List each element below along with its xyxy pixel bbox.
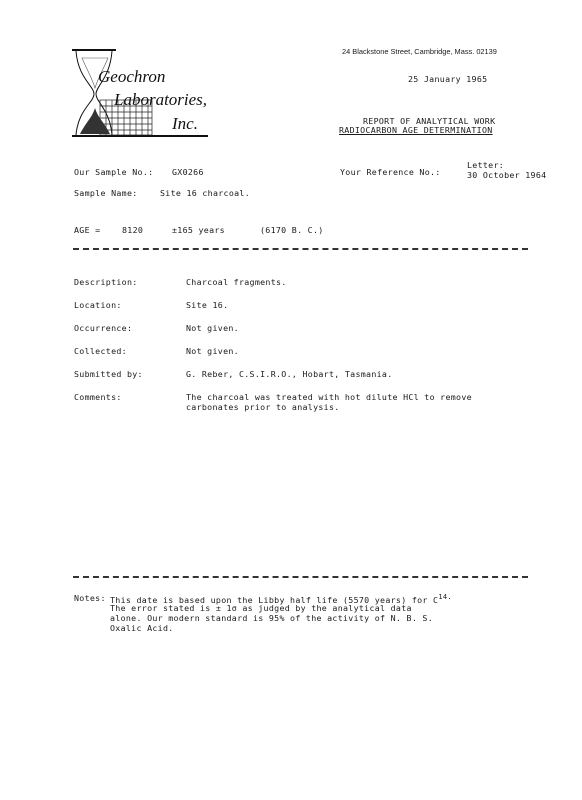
report-date: 25 January 1965 <box>408 74 488 84</box>
reference-line2: 30 October 1964 <box>467 170 547 180</box>
description-value: Charcoal fragments. <box>186 277 287 287</box>
sample-number-value: GX0266 <box>172 167 204 177</box>
location-label: Location: <box>74 300 122 310</box>
notes-superscript: 14. <box>438 593 452 601</box>
location-value: Site 16. <box>186 300 229 310</box>
collected-label: Collected: <box>74 346 127 356</box>
notes-label: Notes: <box>74 593 106 603</box>
sample-number-label: Our Sample No.: <box>74 167 154 177</box>
divider-bottom <box>73 576 528 578</box>
submitted-by-value: G. Reber, C.S.I.R.O., Hobart, Tasmania. <box>186 369 393 379</box>
notes-line2: The error stated is ± 1σ as judged by the analytical data <box>110 603 412 613</box>
sample-name-label: Sample Name: <box>74 188 138 198</box>
divider-top <box>73 248 528 250</box>
occurrence-value: Not given. <box>186 323 239 333</box>
reference-label: Your Reference No.: <box>340 167 441 177</box>
occurrence-label: Occurrence: <box>74 323 133 333</box>
letterhead-address: 24 Blackstone Street, Cambridge, Mass. 02139 <box>342 47 497 56</box>
comments-value-line1: The charcoal was treated with hot dilute HCl to remove <box>186 392 472 402</box>
notes-line4: Oxalic Acid. <box>110 623 174 633</box>
sample-name-value: Site 16 charcoal. <box>160 188 251 198</box>
letterhead-logo <box>70 48 210 140</box>
report-title-line1: REPORT OF ANALYTICAL WORK <box>363 116 496 126</box>
logo-word-inc: Inc. <box>172 114 198 133</box>
age-label: AGE = <box>74 225 101 235</box>
age-bc: (6170 B. C.) <box>260 225 324 235</box>
notes-line1-text: This date is based upon the Libby half life (5570 years) for C <box>110 594 439 605</box>
description-label: Description: <box>74 277 138 287</box>
notes-line3: alone. Our modern standard is 95% of the activity of N. B. S. <box>110 613 434 623</box>
submitted-by-label: Submitted by: <box>74 369 143 379</box>
age-error: ±165 years <box>172 225 225 235</box>
comments-label: Comments: <box>74 392 122 402</box>
reference-line1: Letter: <box>467 160 505 170</box>
comments-value-line2: carbonates prior to analysis. <box>186 402 340 412</box>
logo-word-laboratories: Laboratories, <box>114 90 208 109</box>
collected-value: Not given. <box>186 346 239 356</box>
age-value: 8120 <box>122 225 144 235</box>
logo-word-geochron: Geochron <box>98 67 166 86</box>
report-title-line2: RADIOCARBON AGE DETERMINATION <box>339 125 493 135</box>
